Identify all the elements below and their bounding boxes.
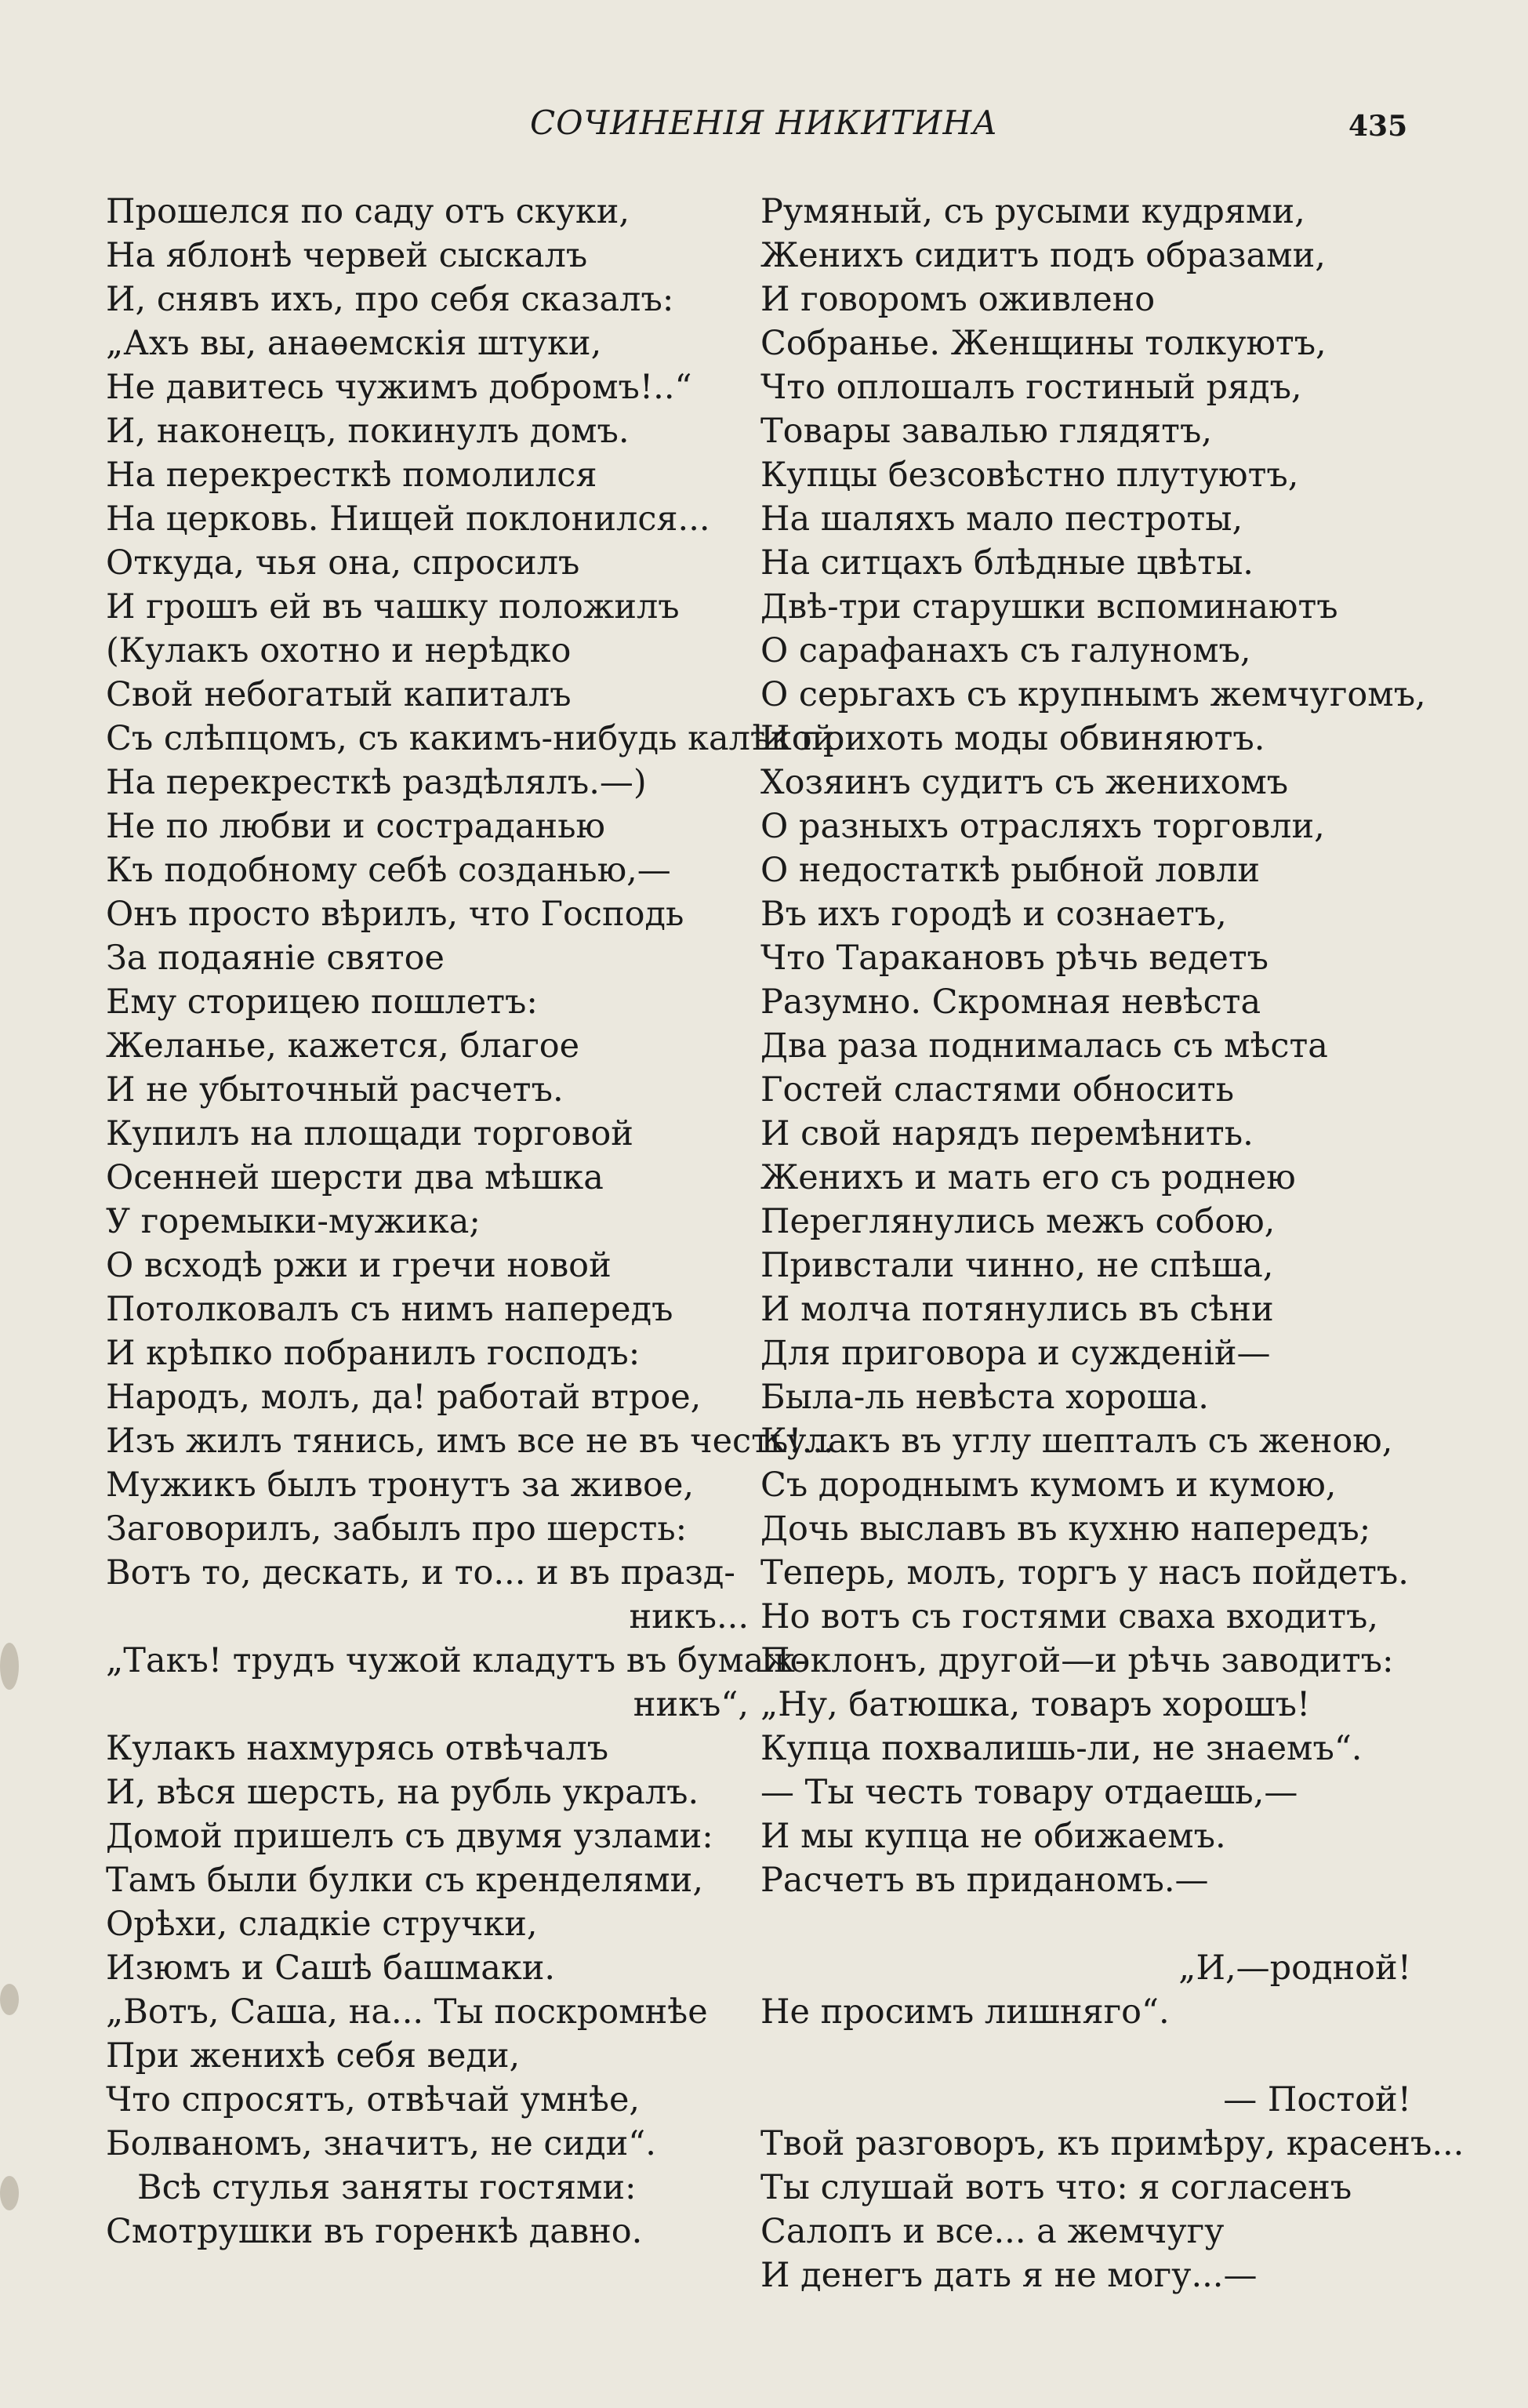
verse-line: Твой разговоръ, къ примѣру, красенъ... <box>760 2124 1464 2163</box>
verse-line: При женихѣ себя веди, <box>106 2036 521 2076</box>
verse-line: Румяный, съ русыми кудрями, <box>760 192 1305 231</box>
verse-line: Была-ль невѣста хороша. <box>760 1378 1209 1417</box>
verse-line: Осенней шерсти два мѣшка <box>106 1158 604 1197</box>
verse-line: Что Таракановъ рѣчь ведетъ <box>760 939 1269 978</box>
verse-line: И говоромъ оживлено <box>760 280 1156 319</box>
verse-line: Желанье, кажется, благое <box>106 1026 580 1066</box>
verse-line: И крѣпко побранилъ господъ: <box>106 1334 641 1373</box>
verse-line: Не по любви и состраданью <box>106 807 605 846</box>
verse-line-speech: — Постой! <box>1223 2080 1411 2119</box>
verse-line: Мужикъ былъ тронутъ за живое, <box>106 1466 695 1505</box>
verse-line: И молча потянулись въ сѣни <box>760 1290 1274 1329</box>
verse-line: О серьгахъ съ крупнымъ жемчугомъ, <box>760 675 1426 714</box>
paper-stain <box>0 1984 19 2015</box>
verse-line: Вотъ то, дескать, и то... и въ празд- <box>106 1553 735 1593</box>
verse-line: Хозяинъ судитъ съ женихомъ <box>760 763 1289 802</box>
verse-line: Женихъ сидитъ подъ образами, <box>760 236 1326 275</box>
verse-line: Привстали чинно, не спѣша, <box>760 1246 1274 1285</box>
verse-line: Не давитесь чужимъ добромъ!..“ <box>106 368 692 407</box>
verse-line: Изюмъ и Сашѣ башмаки. <box>106 1949 556 1988</box>
verse-line: Прошелся по саду отъ скуки, <box>106 192 630 231</box>
paper-stain <box>0 2176 19 2210</box>
right-column <box>760 190 1464 2297</box>
verse-line: И, вѣся шерсть, на рубль укралъ. <box>106 1773 699 1812</box>
verse-line: На перекресткѣ раздѣлялъ.—) <box>106 763 647 802</box>
verse-line: Гостей сластями обносить <box>760 1070 1235 1110</box>
verse-line: Что оплошалъ гостиный рядъ, <box>760 368 1302 407</box>
verse-line: — Ты честь товару отдаешь,— <box>760 1773 1298 1812</box>
verse-line: „Ну, батюшка, товаръ хорошъ! <box>760 1685 1311 1724</box>
stanza-gap <box>760 1902 1411 1946</box>
verse-line: Переглянулись межъ собою, <box>760 1202 1276 1241</box>
verse-line-continuation: никъ“, <box>633 1685 749 1724</box>
verse-line: Онъ просто вѣрилъ, что Господь <box>106 895 684 934</box>
verse-line: Купилъ на площади торговой <box>106 1114 633 1153</box>
verse-line: Ему сторицею пошлетъ: <box>106 982 538 1022</box>
verse-line: Болваномъ, значитъ, не сиди“. <box>106 2124 656 2163</box>
verse-line: И мы купца не обижаемъ. <box>760 1817 1226 1856</box>
verse-line: Собранье. Женщины толкуютъ, <box>760 324 1327 363</box>
paper-stain <box>0 1643 19 1690</box>
verse-line: Кулакъ въ углу шепталъ съ женою, <box>760 1422 1393 1461</box>
verse-line: Домой пришелъ съ двумя узлами: <box>106 1817 713 1856</box>
verse-line: Расчетъ въ приданомъ.— <box>760 1861 1209 1900</box>
verse-line: Товары завалью глядятъ, <box>760 412 1212 451</box>
verse-line: Орѣхи, сладкіе стручки, <box>106 1905 538 1944</box>
verse-line: Потолковалъ съ нимъ напередъ <box>106 1290 673 1329</box>
verse-line: И не убыточный расчетъ. <box>106 1070 564 1110</box>
verse-line: Кулакъ нахмурясь отвѣчалъ <box>106 1729 609 1768</box>
stanza-gap <box>760 2034 1411 2078</box>
verse-line: Изъ жилъ тянись, имъ все не въ честь!... <box>106 1422 834 1461</box>
verse-line: На перекресткѣ помолился <box>106 456 597 495</box>
verse-line: Разумно. Скромная невѣста <box>760 982 1261 1022</box>
verse-line: Съ дороднымъ кумомъ и кумою, <box>760 1466 1337 1505</box>
verse-line: Въ ихъ городѣ и сознаетъ, <box>760 895 1227 934</box>
page-number: 435 <box>1348 110 1408 143</box>
verse-line: Смотрушки въ горенкѣ давно. <box>106 2212 643 2251</box>
verse-line: „Вотъ, Саша, на... Ты поскромнѣе <box>106 1992 708 2032</box>
verse-line: На шаляхъ мало пестроты, <box>760 499 1243 539</box>
verse-line: На церковь. Нищей поклонился... <box>106 499 710 539</box>
verse-line: Тамъ были булки съ кренделями, <box>106 1861 704 1900</box>
verse-line: Свой небогатый капиталъ <box>106 675 572 714</box>
verse-line: Не просимъ лишняго“. <box>760 1992 1170 2032</box>
verse-line: Народъ, молъ, да! работай втрое, <box>106 1378 702 1417</box>
verse-line: И свой нарядъ перемѣнить. <box>760 1114 1254 1153</box>
verse-line: Ты слушай вотъ что: я согласенъ <box>760 2168 1352 2207</box>
verse-line: И грошъ ей въ чашку положилъ <box>106 587 680 627</box>
verse-line: Купцы безсовѣстно плутуютъ, <box>760 456 1299 495</box>
verse-line: „Такъ! трудъ чужой кладутъ въ бумаж- <box>106 1641 807 1680</box>
verse-line: Откуда, чья она, спросилъ <box>106 543 580 583</box>
verse-line: Двѣ-три старушки вспоминаютъ <box>760 587 1338 627</box>
verse-line: Теперь, молъ, торгъ у насъ пойдетъ. <box>760 1553 1409 1593</box>
verse-line: За подаяніе святое <box>106 939 445 978</box>
verse-line: Для приговора и сужденій— <box>760 1334 1271 1373</box>
verse-line: Заговорилъ, забылъ про шерсть: <box>106 1509 688 1549</box>
verse-line: Всѣ стулья заняты гостями: <box>137 2168 637 2207</box>
verse-line: Салопъ и все... а жемчугу <box>760 2212 1225 2251</box>
verse-line: „Ахъ вы, анаѳемскія штуки, <box>106 324 602 363</box>
verse-line: Женихъ и мать его съ роднею <box>760 1158 1296 1197</box>
verse-line: (Кулакъ охотно и нерѣдко <box>106 631 572 670</box>
verse-line: И денегъ дать я не могу...— <box>760 2256 1258 2295</box>
verse-line: Поклонъ, другой—и рѣчь заводитъ: <box>760 1641 1394 1680</box>
verse-line: О разныхъ отрасляхъ торговли, <box>760 807 1325 846</box>
verse-line: Дочь выславъ въ кухню напередъ; <box>760 1509 1371 1549</box>
verse-line: О сарафанахъ съ галуномъ, <box>760 631 1251 670</box>
verse-line: Купца похвалишь-ли, не знаемъ“. <box>760 1729 1363 1768</box>
left-column <box>106 190 835 2254</box>
verse-line: И, снявъ ихъ, про себя сказалъ: <box>106 280 674 319</box>
verse-line: О недостаткѣ рыбной ловли <box>760 851 1261 890</box>
verse-line: Что спросятъ, отвѣчай умнѣе, <box>106 2080 641 2119</box>
verse-line: Но вотъ съ гостями сваха входитъ, <box>760 1597 1379 1636</box>
verse-line: О всходѣ ржи и гречи новой <box>106 1246 612 1285</box>
verse-line: На яблонѣ червей сыскалъ <box>106 236 588 275</box>
verse-line: И, наконецъ, покинулъ домъ. <box>106 412 630 451</box>
verse-line: Съ слѣпцомъ, съ какимъ-нибудь калѣкой <box>106 719 835 758</box>
verse-line-continuation: никъ... <box>629 1597 749 1636</box>
verse-line: Къ подобному себѣ созданью,— <box>106 851 671 890</box>
verse-line: У горемыки-мужика; <box>106 1202 481 1241</box>
verse-line: На ситцахъ блѣдные цвѣты. <box>760 543 1254 583</box>
verse-line: И прихоть моды обвиняютъ. <box>760 719 1265 758</box>
verse-line: Два раза поднималась съ мѣста <box>760 1026 1328 1066</box>
verse-line-speech: „И,—родной! <box>1178 1949 1411 1988</box>
running-header: СОЧИНЕНІЯ НИКИТИНА <box>530 104 998 142</box>
